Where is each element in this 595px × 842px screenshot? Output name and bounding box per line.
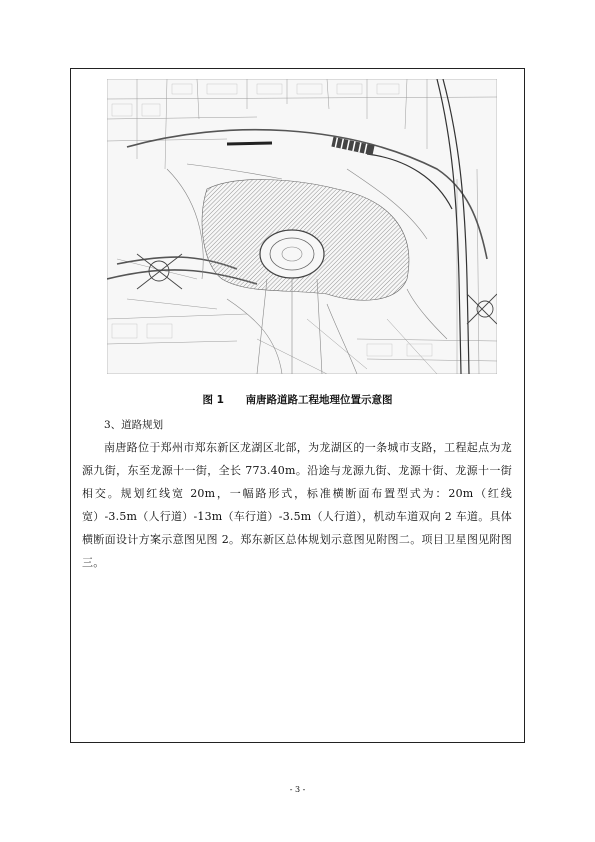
page-number: - 3 - [289, 785, 306, 794]
section-heading: 3、道路规划 [104, 419, 164, 431]
figure-number: 图 1 [202, 394, 224, 406]
figure-title: 南唐路道路工程地理位置示意图 [245, 394, 393, 406]
body-paragraph: 南唐路位于郑州市郑东新区龙湖区北部，为龙湖区的一条城市支路，工程起点为龙源九街，东至龙源十一街，全长 773.40m。沿途与龙源九街、龙源十街、龙源十一街相交。规划红线宽 20m，一幅路形式，标准横断面布置型式为：20m（红线宽）-3.5m（人行道）-13m（车行道）-3.5m（人行道），机动车道双向 2 车道。具体横断面设计方案示意图见图 2。郑东新区总体规划示意图见附图二。项目卫星图见附图三。 [82, 441, 512, 569]
figure-caption [70, 392, 525, 407]
location-map [107, 79, 497, 374]
